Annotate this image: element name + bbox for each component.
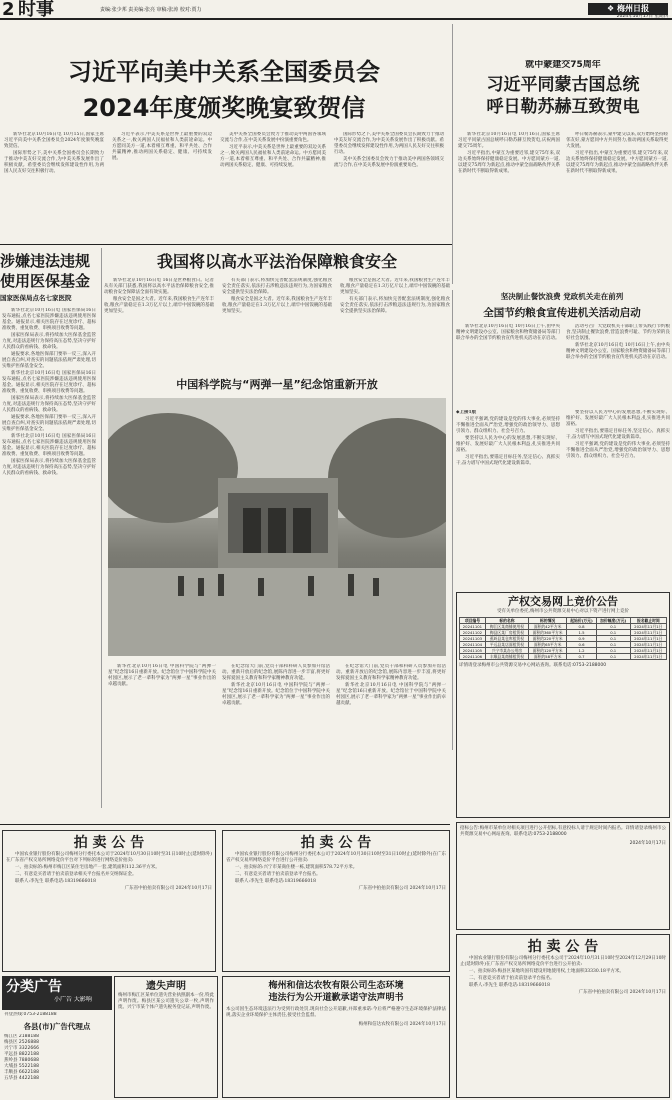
auction-2-title: 拍 卖 公 告: [300, 835, 372, 851]
nmg-title-1: 习近平同蒙古国总统: [486, 75, 640, 95]
classified-banner: [2, 976, 112, 1010]
agent-item: 兴宁市 3322666: [4, 1046, 39, 1051]
property-cell: 平远县某店面租赁权: [485, 642, 528, 648]
apology-title-2: 违法行为公开道歉承诺守法声明书: [268, 993, 404, 1003]
apology-title-1: 梅州和信达农牧有限公司生态环境: [268, 981, 404, 991]
property-cell: 面积约220平方米: [528, 636, 566, 642]
nmg-kicker: 就中蒙建交75周年: [525, 60, 601, 70]
apology-footer: 梅州和信达农牧有限公司 2024年10月17日: [358, 1022, 446, 1027]
property-title: 产权交易网上竞价公告: [508, 595, 618, 608]
property-cell: 面积约42平方米: [528, 624, 566, 630]
property-notice: [456, 592, 670, 818]
grain-article: [454, 292, 670, 404]
food-body-3: 粮食安全是国之大者。近年来,我国粮食生产连年丰收,粮食产量稳定在1.3万亿斤以上,端牢中国饭碗的基础更加坚实。 有关部门表示,将加快完善配套法规制度,强化粮食安全责任落实,依法打击涉粮违法违规行为,为国家粮食安全提供坚实法治保障。: [340, 278, 450, 314]
page-number: 2: [2, 0, 15, 20]
tender-footer: 2024年10月17日: [629, 841, 666, 846]
nmg-body-2: 呼日勒苏赫表示,蒙中建交以来,双方始终坚持睦邻友好,蒙方愿同中方共同努力,推动两国关系取得更大发展。 习近平指出,中蒙互为重要近邻,建交75年来,双边关系始终保持健康稳定发展。中方愿同蒙方一道,以建交75周年为新起点,推动中蒙全面战略伙伴关系在新时代不断取得新成果。: [566, 132, 668, 174]
auction-3-footer: 广东省中拍拍卖有限公司 2024年10月17日: [578, 990, 666, 995]
nmg-article: [456, 60, 670, 288]
auction-1-title: 拍 卖 公 告: [73, 835, 145, 851]
agent-item: 大埔县 5522188: [4, 1064, 39, 1069]
nmg-body-1: 新华社北京10月16日电 10月16日,国家主席习近平同蒙古国总统呼日勒苏赫互致贺电,庆祝两国建交75周年。 习近平指出,中蒙互为重要近邻,建交75年来,双边关系始终保持健康稳定发展。中方愿同蒙方一道,以建交75周年为新起点,推动中蒙全面战略伙伴关系在新时代不断取得新成果。: [458, 132, 560, 174]
lost-title: 遗失声明: [146, 981, 186, 992]
food-article: [104, 248, 450, 368]
insurance-subtitle: 国家医保局点名七家医院: [0, 294, 72, 302]
food-title: 我国将以高水平法治保障粮食安全: [156, 252, 397, 271]
agent-item: 平远县 8822188: [4, 1052, 39, 1057]
insurance-article: [0, 248, 98, 808]
museum-body-1: 新华社北京10月16日电 中国科学院与“两弹一星”纪念馆16日重新开放。纪念馆位于中国科学院中关村园区,展示了老一辈科学家为“两弹一星”事业作出的卓越贡献。: [108, 664, 216, 687]
property-cell: 0.1: [596, 654, 630, 660]
property-cell: 梅县区某厂房租赁权: [485, 630, 528, 636]
apology-body: 本公司因生态环境违法行为受到行政处罚,现向社会公开道歉,并郑重承诺:今后将严格遵守生态环境保护法律法规,落实企业环境保护主体责任,接受社会监督。: [226, 1007, 446, 1018]
property-cell: 20241103: [460, 636, 486, 642]
insurance-body: 新华社北京10月16日电 国家医保局16日发布通报,点名七家医院涉嫌违法违规使用医保基金。通报显示,相关医院存在过度诊疗、超标准收费、重复收费、串换项目收费等问题。 国家医保局表示,将持续加大医保基金监管力度,对违法违规行为保持高压态势,坚决守护好人民群众的看病钱、救命钱。 通报要求,各地医保部门要举一反三,深入开展自查自纠,对查实的问题依法依规严肃处理,切实维护医保基金安全。 新华社北京10月16日电 国家医保局16日发布通报,点名七家医院涉嫌违法违规使用医保基金。通报显示,相关医院存在过度诊疗、超标准收费、重复收费、串换项目收费等问题。 国家医保局表示,将持续加大医保基金监管力度,对违法违规行为保持高压态势,坚决守护好人民群众的看病钱、救命钱。 通报要求,各地医保部门要举一反三,深入开展自查自纠,对查实的问题依法依规严肃处理,切实维护医保基金安全。 新华社北京10月16日电 国家医保局16日发布通报,点名七家医院涉嫌违法违规使用医保基金。通报显示,相关医院存在过度诊疗、超标准收费、重复收费、串换项目收费等问题。 国家医保局表示,将持续加大医保基金监管力度,对违法违规行为保持高压态势,坚决守护好人民群众的看病钱、救命钱。: [2, 308, 96, 476]
museum-article: [104, 372, 450, 824]
property-table: 项目编号 标的名称 标的情况 起始价(万元) 加价幅度(万元) 报名截止时间 20241101 梅江区某商铺使用权 面积约42平方米 0.8 0.1 2024年11月1日 20241102 梅县区某厂房租赁权 面积约360平方米 1.5 0.1 2024年11月1日 20241103 蕉岭县某仓库租赁权 面积约220平方米 0.9 0.1 2024年11月1日 20241104 平远县某店面租赁权 面积约65平方米 0.6 0.1 2024年11月1日 20241105 兴宁市某办公用房 面积约120平方米 1.2 0.1 2024年11月1日 20241106 丰顺县某商铺租赁权 面积约58平方米 0.7 0.1 2024年11月1日: [459, 617, 667, 660]
agent-item: 梅县区 2526888: [4, 1040, 39, 1045]
agent-item: 丰顺县 6622188: [4, 1070, 39, 1075]
property-cell: 2024年11月1日: [630, 654, 666, 660]
property-cell: 1.5: [567, 630, 597, 636]
lost-body: 梅州市梅江区某单位遗失营业执照副本一份,特此声明作废。梅县区某公司遗失公章一枚,声明作废。兴宁市某个体户遗失税务登记证,声明作废。: [118, 993, 214, 1010]
page-header: [0, 0, 672, 20]
property-cell: 面积约65平方米: [528, 642, 566, 648]
property-cell: 2024年11月1日: [630, 630, 666, 636]
property-cell: 2024年11月1日: [630, 648, 666, 654]
lead-body-4: 国际形势之下,美中关系全国委员会长期致力于推动中美友好交流合作,为中美关系发展作出了积极贡献。希望委员会继续发挥建设性作用,为两国人民友好交往积极行动。 美中关系全国委员会致力于推动美中两国各领域交流与合作,在中美关系发展中扮演重要角色。: [334, 132, 444, 168]
property-cell: 2024年11月1日: [630, 636, 666, 642]
property-cell: 面积约58平方米: [528, 654, 566, 660]
property-cell: 0.9: [567, 636, 597, 642]
grain-body-2: 活动号召广大党政机关干部职工带头践行节约粮食,坚决制止餐饮浪费,营造浪费可耻、节约为荣的良好社会氛围。 新华社北京10月16日电 10月16日上午,由中央精神文明建设办公室、国家粮食和物资储备局等部门联合举办的全国节约粮食宣传进机关活动在京启动。: [566, 324, 670, 360]
logo-icon: ❖: [607, 4, 615, 13]
auction-notice-1: 拍 卖 公 告 中国农业银行股份有限公司梅州分行委托本公司于2024年10月30日10时至31日10时止(延时除外)在广东省产权交易所网络竞价平台对下列标的进行网络竞价拍卖: 一、拍卖标的:梅州市梅江区某住宅房地产一套,建筑面积112.36平方米。 二、有意竞买者请于拍卖前登录相关平台报名并交纳保证金。 联系人:李先生 联系电话:18319666018 广东省中拍拍卖有限公司 2024年10月17日: [2, 830, 216, 972]
food-body-1: 新华社北京10月16日电 16日是世界粮食日。记者从有关部门获悉,我国将以高水平法治保障粮食安全,推动粮食安全保障法全面有效实施。 粮食安全是国之大者。近年来,我国粮食生产连年丰收,粮食产量稳定在1.3万亿斤以上,端牢中国饭碗的基础更加坚实。: [104, 278, 214, 314]
agents-title: 各县(市)广告代理点: [23, 1022, 91, 1031]
auction-3-title: 拍 卖 公 告: [527, 939, 599, 955]
agent-item: 梅江区 2188188: [4, 1034, 39, 1039]
property-cell: 20241101: [460, 624, 486, 630]
property-cell: 20241104: [460, 642, 486, 648]
tender-notice: [456, 822, 670, 930]
property-cell: 2024年11月1日: [630, 624, 666, 630]
agent-item: 蕉岭县 7880688: [4, 1058, 39, 1063]
property-cell: 蕉岭县某仓库租赁权: [485, 636, 528, 642]
lead-body-1: 新华社北京10月16日电 10月15日,国家主席习近平向美中关系全国委员会2024年度颁奖晚宴致贺信。 国际形势之下,美中关系全国委员会长期致力于推动中美友好交流合作,为中美关系发展作出了积极贡献。希望委员会继续发挥建设性作用,为两国人民友好交往积极行动。: [4, 132, 104, 174]
agent-item: 五华县 4422188: [4, 1076, 39, 1081]
grain-title: 全国节约粮食宣传进机关活动启动: [483, 307, 641, 319]
museum-body-2: 在纪念馆大门前,党员干部和科研人员参加开馆活动。重新开放后的纪念馆,展陈内容进一步丰富,将更好发挥爱国主义教育和科学家精神教育功能。 新华社北京10月16日电 中国科学院与“两弹一星”纪念馆16日重新开放。纪念馆位于中国科学院中关村园区,展示了老一辈科学家为“两弹一星”事业作出的卓越贡献。: [222, 664, 330, 706]
property-cell: 兴宁市某办公用房: [485, 648, 528, 654]
property-cell: 0.1: [596, 630, 630, 636]
museum-photo-illustration: [108, 398, 446, 656]
auction-notice-3: 拍 卖 公 告 中国农业银行股份有限公司梅州分行委托本公司于2024年10月31日10时至2024年12月29日10时止(延时除外)在广东省产权交易所网络竞价平台进行公开拍卖: 一、拍卖标的:梅县区某地块国有建设用地使用权,土地面积33330.18平方米。 二、有意竞买者请于拍卖前登录平台报名。 联系人:李先生 联系电话:18319666018 广东省中拍拍卖有限公司 2024年10月17日: [456, 934, 670, 1098]
museum-body-3: 在纪念馆大门前,党员干部和科研人员参加开馆活动。重新开放后的纪念馆,展陈内容进一步丰富,将更好发挥爱国主义教育和科学家精神教育功能。 新华社北京10月16日电 中国科学院与“两弹一星”纪念馆16日重新开放。纪念馆位于中国科学院中关村园区,展示了老一辈科学家为“两弹一星”事业作出的卓越贡献。: [336, 664, 446, 706]
lead-article: [0, 52, 448, 240]
insurance-title-2: 使用医保基金: [0, 272, 91, 290]
lead-body-3: 美中关系全国委员会致力于推动美中两国各领域交流与合作,在中美关系发展中扮演重要角色。 习近平表示,中美关系是世界上最重要的双边关系之一,攸关两国人民福祉和人类前途命运。中方愿同美方一道,本着相互尊重、和平共处、合作共赢精神,推动两国关系稳定、健康、可持续发展。: [220, 132, 326, 168]
editors-line: 责编:张少邦 责美编:张亮 审稿:张涛 校对:贾力: [100, 7, 202, 13]
lead-title-1: 习近平向美中关系全国委员会: [68, 58, 380, 86]
property-cell: 0.1: [596, 648, 630, 654]
property-cell: 0.1: [596, 636, 630, 642]
lost-notice: [114, 976, 218, 1098]
property-footer: 详情请登录梅州市公共资源交易中心网站查询。联系电话:0753-2188000: [459, 663, 607, 668]
insurance-title-1: 涉嫌违法违规: [0, 252, 91, 270]
continued-body-1: ◆上接1版 习近平强调,党的建设是党的伟大事业,必须坚持不懈推进全面从严治党,增强党的政治领导力、思想引领力、群众组织力、社会号召力。 要坚持以人民为中心的发展思想,不断实现好、维护好、发展好最广大人民根本利益,扎实推进共同富裕。 习近平指出,要锚定目标任务,坚定信心、真抓实干,奋力谱写中国式现代化建设新篇章。: [456, 410, 560, 466]
property-subtitle: 受有关单位委托,梅州市公共资源交易中心对以下资产进行网上竞价: [497, 609, 629, 614]
tender-body: 招标公告:梅州市某单位对相关项目进行公开招标,有意投标人请于规定时间内报名。详情请登录梅州市公共资源交易中心网站查询。联系电话:0753-2188000: [460, 826, 666, 837]
museum-photo: [108, 398, 446, 656]
auction-notice-2: 拍 卖 公 告 中国农业银行股份有限公司梅州分行委托本公司于2024年10月30日10时至31日10时止(延时除外)在广东省产权交易所网络竞价平台进行公开拍卖: 一、拍卖标的:兴宁市某商住楼一栋,建筑面积578.72平方米。 二、有意竞买者请于拍卖前登录平台报名。 联系人:李先生 联系电话:18319666018 广东省中拍拍卖有限公司 2024年10月17日: [222, 830, 450, 972]
property-cell: 面积约360平方米: [528, 630, 566, 636]
section-name: 时事: [18, 0, 54, 20]
property-cell: 20241102: [460, 630, 486, 636]
property-cell: 0.1: [596, 642, 630, 648]
grain-body-1: 新华社北京10月16日电 10月16日上午,由中央精神文明建设办公室、国家粮食和物资储备局等部门联合举办的全国节约粮食宣传进机关活动在京启动。: [456, 324, 560, 341]
property-cell: 0.7: [567, 654, 597, 660]
property-cell: 20241106: [460, 654, 486, 660]
continued-lead-in: ◆上接1版: [456, 410, 477, 415]
grain-kicker: 坚决制止餐饮浪费 党政机关走在前列: [500, 292, 624, 301]
property-cell: 1.2: [567, 648, 597, 654]
classified-section: [2, 976, 112, 1098]
property-cell: 2024年11月1日: [630, 642, 666, 648]
continued-article: [454, 410, 670, 590]
lead-title-2: 2024年度颁奖晚宴致贺信: [82, 94, 366, 122]
auction-1-footer: 广东省中拍拍卖有限公司 2024年10月17日: [124, 886, 212, 891]
paper-name: 梅州日报: [616, 4, 649, 13]
agents-list: [4, 1034, 110, 1082]
header-date: 2024年10月17日 星期四: [616, 14, 668, 19]
property-cell: 0.1: [596, 624, 630, 630]
nmg-title-2: 呼日勒苏赫互致贺电: [486, 97, 640, 117]
classified-banner-sub: 小广告 大影响: [54, 996, 92, 1003]
property-cell: 0.6: [567, 642, 597, 648]
museum-title: 中国科学院与“两弹一星”纪念馆重新开放: [176, 378, 378, 391]
classified-hotline: 刊登热线:0753-2188188: [4, 1012, 57, 1017]
property-cell: 梅江区某商铺使用权: [485, 624, 528, 630]
food-body-2: 有关部门表示,将加快完善配套法规制度,强化粮食安全责任落实,依法打击涉粮违法违规行为,为国家粮食安全提供坚实法治保障。 粮食安全是国之大者。近年来,我国粮食生产连年丰收,粮食产量稳定在1.3万亿斤以上,端牢中国饭碗的基础更加坚实。: [222, 278, 332, 314]
property-cell: 丰顺县某商铺租赁权: [485, 654, 528, 660]
property-cell: 0.8: [567, 624, 597, 630]
apology-notice: [222, 976, 450, 1098]
continued-body-2: 要坚持以人民为中心的发展思想,不断实现好、维护好、发展好最广大人民根本利益,扎实推进共同富裕。 习近平指出,要锚定目标任务,坚定信心、真抓实干,奋力谱写中国式现代化建设新篇章。 习近平强调,党的建设是党的伟大事业,必须坚持不懈推进全面从严治党,增强党的政治领导力、思想引领力、群众组织力、社会号召力。: [566, 410, 670, 459]
property-cell: 20241105: [460, 648, 486, 654]
property-row: [460, 654, 667, 660]
classified-banner-title: 分类广告: [6, 979, 62, 995]
property-cell: 面积约120平方米: [528, 648, 566, 654]
lead-body-2: 习近平表示,中美关系是世界上最重要的双边关系之一,攸关两国人民福祉和人类前途命运。中方愿同美方一道,本着相互尊重、和平共处、合作共赢精神,推动两国关系稳定、健康、可持续发展。: [112, 132, 212, 161]
auction-2-footer: 广东省中拍拍卖有限公司 2024年10月17日: [358, 886, 446, 891]
